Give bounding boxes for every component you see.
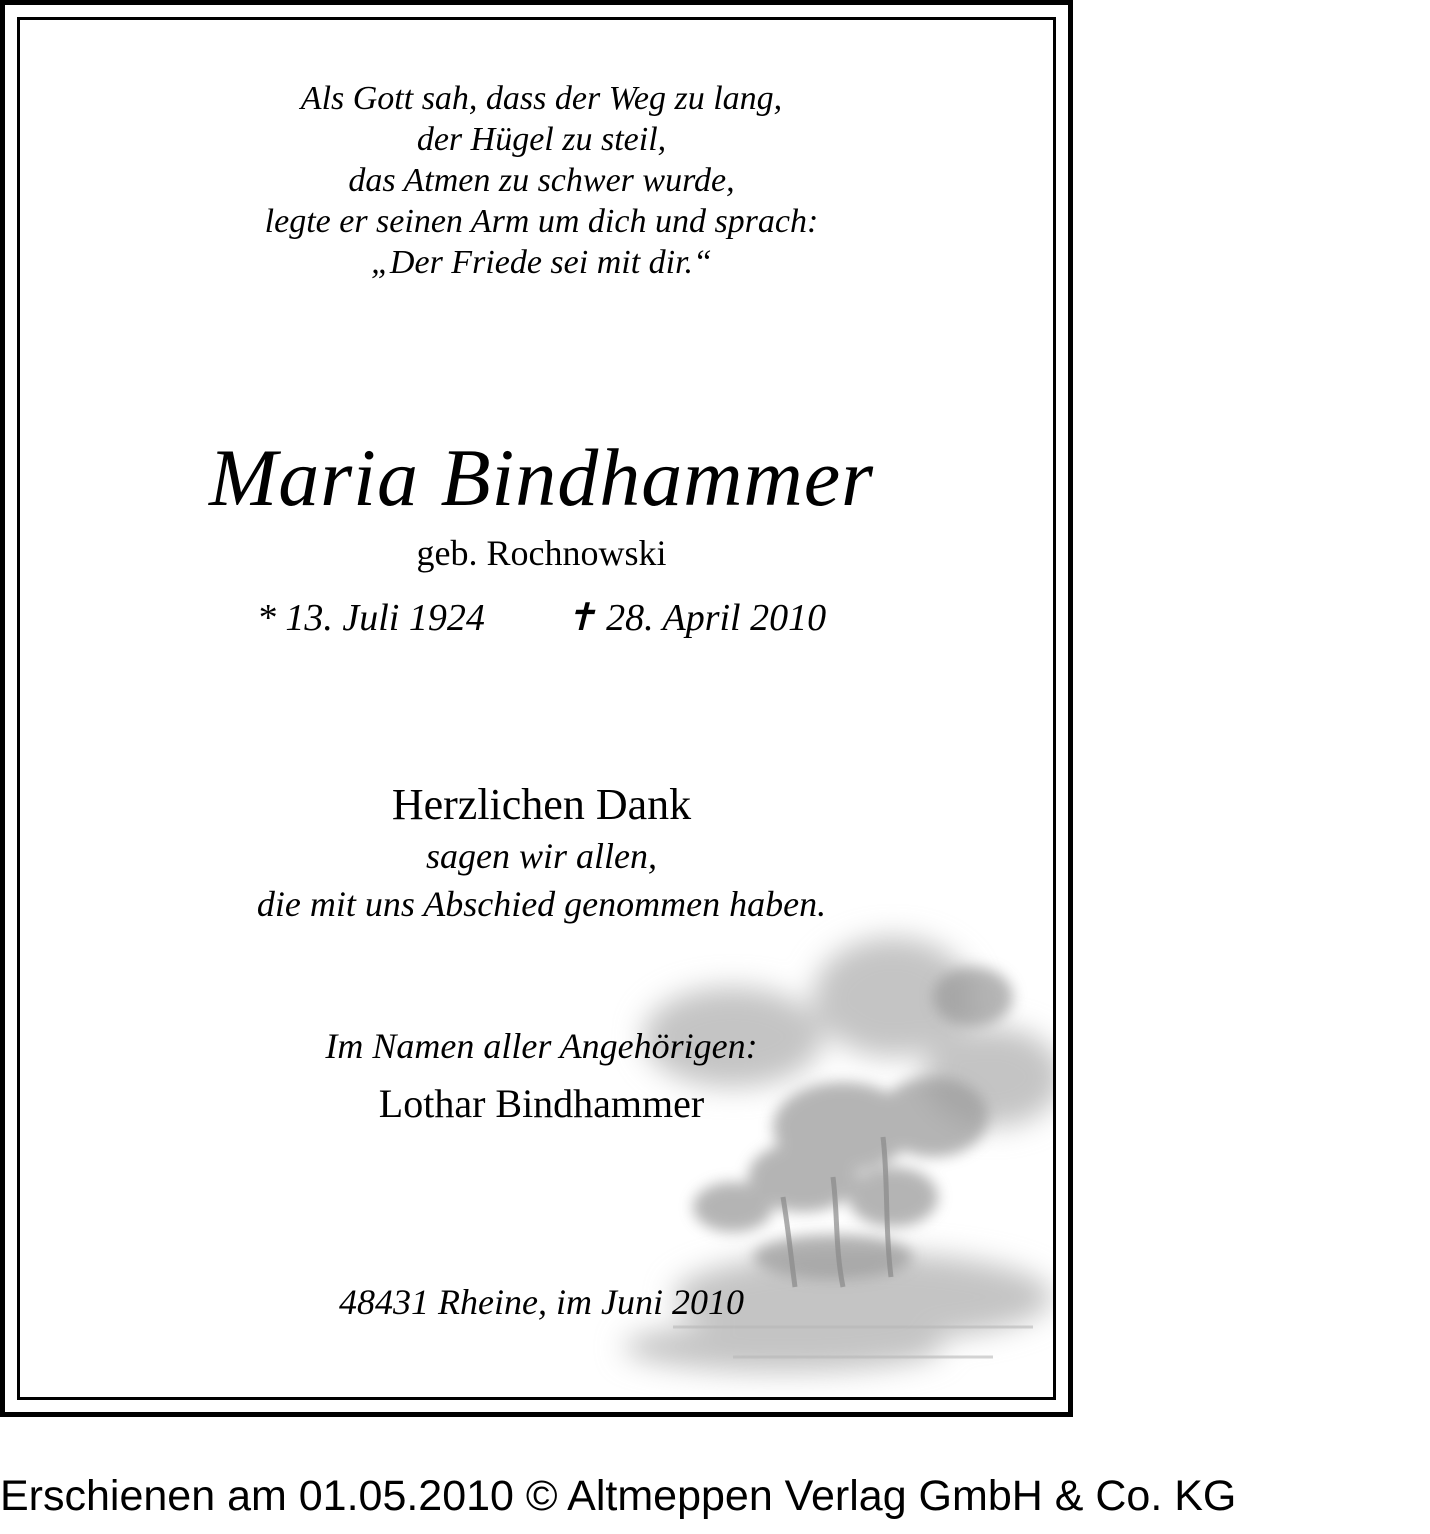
life-dates bbox=[20, 596, 1056, 640]
birth-date: * 13. Juli 1924 bbox=[256, 597, 485, 639]
deceased-name: Maria Bindhammer bbox=[208, 432, 875, 523]
verse-line: „Der Friede sei mit dir.“ bbox=[371, 244, 712, 281]
signer-name: Lothar Bindhammer bbox=[378, 1081, 705, 1126]
thanks-heading: Herzlichen Dank bbox=[391, 780, 692, 829]
thanks-line: sagen wir allen, bbox=[426, 836, 657, 876]
place-and-date: 48431 Rheine, im Juni 2010 bbox=[339, 1282, 744, 1322]
notice-inner-border bbox=[17, 17, 1056, 1400]
verse-line: legte er seinen Arm um dich und sprach: bbox=[264, 203, 819, 240]
publication-footer: Erschienen am 01.05.2010 © Altmeppen Verlag GmbH & Co. KG bbox=[0, 1472, 1237, 1520]
signer-intro: Im Namen aller Angehörigen: bbox=[325, 1026, 758, 1066]
verse-line: Als Gott sah, dass der Weg zu lang, bbox=[300, 80, 783, 117]
verse-line: der Hügel zu steil, bbox=[416, 121, 667, 158]
verse-line: das Atmen zu schwer wurde, bbox=[348, 162, 735, 199]
thanks-line: die mit uns Abschied genommen haben. bbox=[256, 884, 827, 924]
birth-name: geb. Rochnowski bbox=[416, 533, 667, 573]
death-date: ✝ 28. April 2010 bbox=[564, 597, 827, 639]
